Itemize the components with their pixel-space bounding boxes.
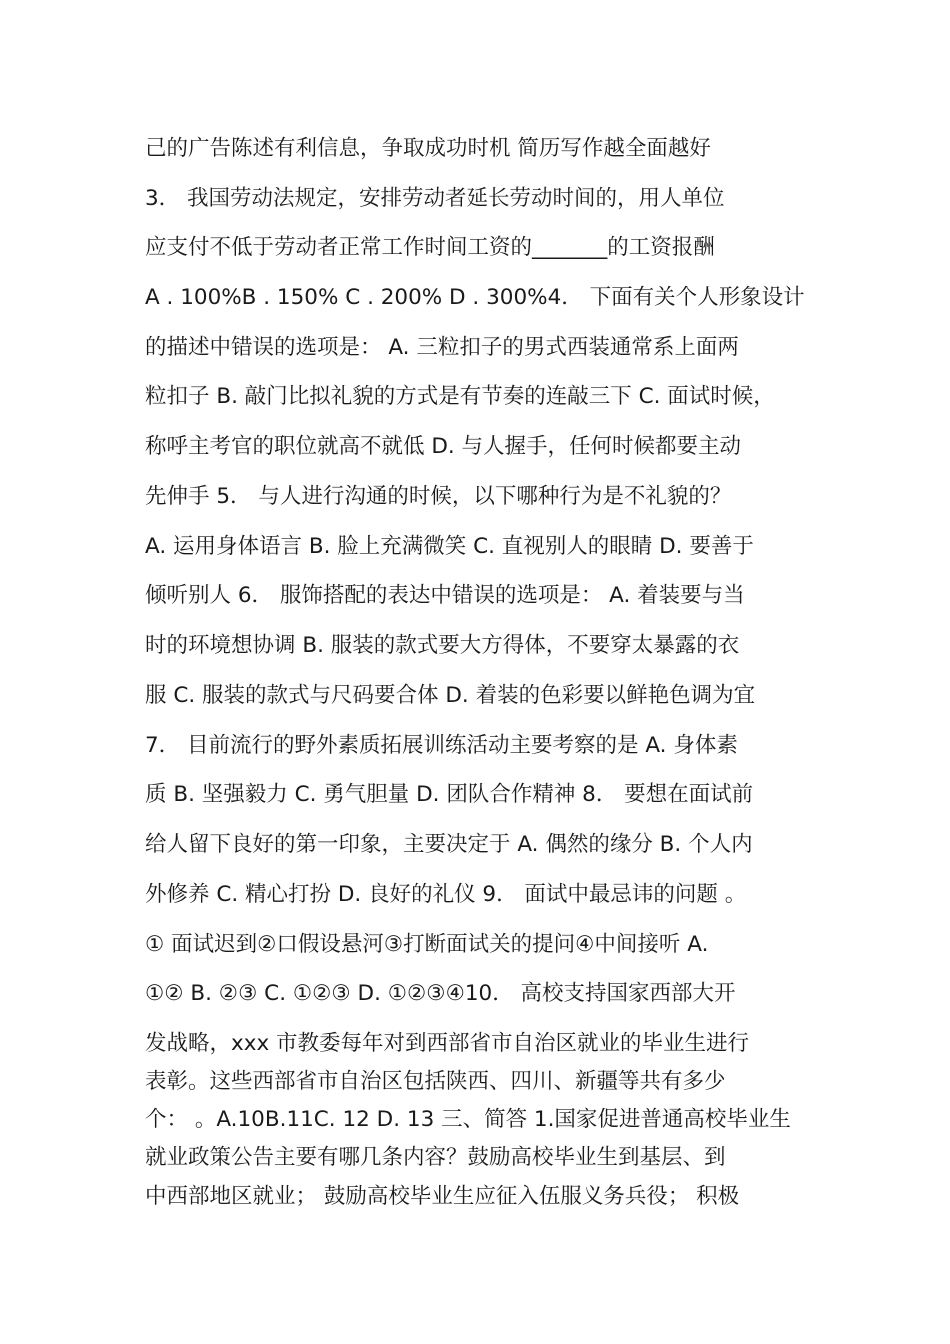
text-line: 己的广告陈述有利信息，争取成功时机 简历写作越全面越好 xyxy=(145,136,711,161)
text-line: 7． 目前流行的野外素质拓展训练活动主要考察的是 A. 身体素 xyxy=(145,733,738,758)
text-line: 中西部地区就业； 鼓励高校毕业生应征入伍服义务兵役； 积极 xyxy=(145,1184,740,1209)
text-line: ① 面试迟到②口假设悬河③打断面试关的提问④中间接听 A. xyxy=(145,932,709,957)
text-line: 给人留下良好的第一印象，主要决定于 A. 偶然的缘分 B. 个人内 xyxy=(145,832,753,857)
text-line: 发战略，xxx 市教委每年对到西部省市自治区就业的毕业生进行 xyxy=(145,1031,750,1056)
text-line: 时的环境想协调 B. 服装的款式要大方得体，不要穿太暴露的衣 xyxy=(145,633,740,658)
text-line: 称呼主考官的职位就高不就低 D. 与人握手，任何时候都要主动 xyxy=(145,434,742,459)
text-line: 倾听别人 6． 服饰搭配的表达中错误的选项是： A. 着装要与当 xyxy=(145,583,745,608)
text-line: 表彰。这些西部省市自治区包括陕西、四川、新疆等共有多少 xyxy=(145,1069,726,1094)
text-line: A . 100%B . 150% C . 200% D . 300%4． 下面有关个人形象设计 xyxy=(145,285,805,310)
text-line: 的描述中错误的选项是： A. 三粒扣子的男式西装通常系上面两 xyxy=(145,335,739,360)
text-line: 应支付不低于劳动者正常工作时间工资的_______的工资报酬 xyxy=(145,235,715,260)
text-line: 就业政策公告主要有哪几条内容？鼓励高校毕业生到基层、到 xyxy=(145,1145,726,1170)
text-line: 质 B. 坚强毅力 C. 勇气胆量 D. 团队合作精神 8． 要想在面试前 xyxy=(145,782,754,807)
text-line: 外修养 C. 精心打扮 D. 良好的礼仪 9． 面试中最忌讳的问题 。 xyxy=(145,882,747,907)
text-line: 先伸手 5． 与人进行沟通的时候，以下哪种行为是不礼貌的？ xyxy=(145,484,732,509)
text-line: 3． 我国劳动法规定，安排劳动者延长劳动时间的，用人单位 xyxy=(145,186,725,211)
text-line: 粒扣子 B. 敲门比拟礼貌的方式是有节奏的连敲三下 C. 面试时候， xyxy=(145,384,775,409)
text-line: ①② B. ②③ C. ①②③ D. ①②③④10． 高校支持国家西部大开 xyxy=(145,981,736,1006)
text-line: A. 运用身体语言 B. 脸上充满微笑 C. 直视别人的眼睛 D. 要善于 xyxy=(145,534,754,559)
text-line: 个： 。A.10B.11C. 12 D. 13 三、简答 1.国家促进普通高校毕业生 xyxy=(145,1107,791,1132)
text-line: 服 C. 服装的款式与尺码要合体 D. 着装的色彩要以鲜艳色调为宜 xyxy=(145,683,756,708)
